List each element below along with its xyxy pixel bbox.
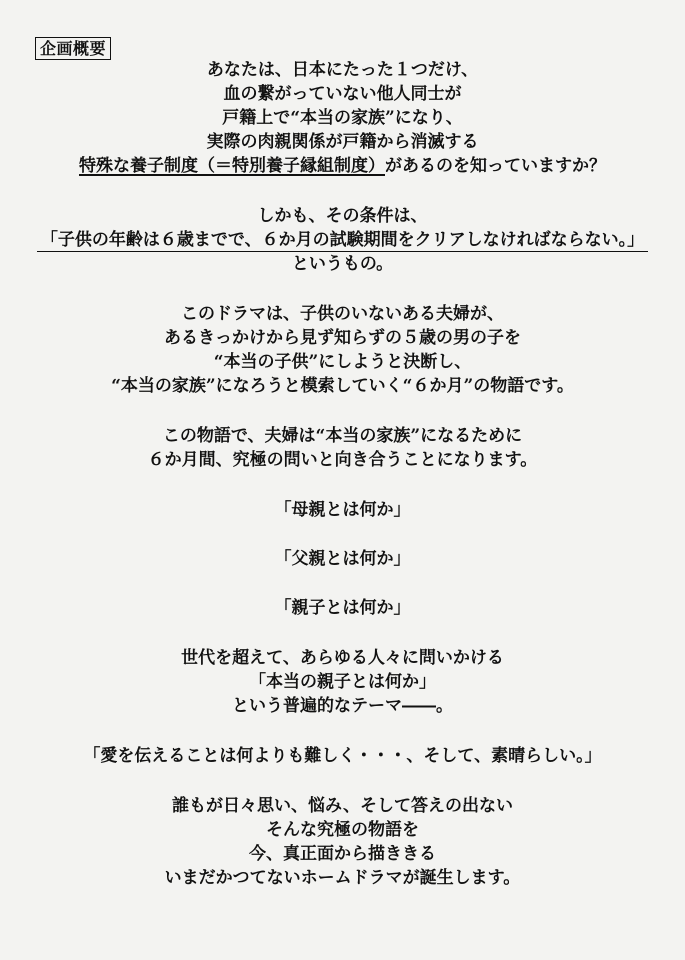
paragraph-line: あなたは、日本にたった１つだけ、 xyxy=(206,60,479,80)
underlined-term: 特殊な養子制度（＝特別養子縁組制度） xyxy=(79,156,385,176)
paragraph-line: あるきっかけから見ず知らずの５歳の男の子を xyxy=(164,328,521,348)
section-heading: 企画概要 xyxy=(35,37,111,60)
paragraph-line: そんな究極の物語を xyxy=(266,820,419,840)
question-mother: 「母親とは何か」 xyxy=(274,500,411,520)
paragraph-line: “本当の子供”にしようと決断し、 xyxy=(213,352,472,372)
paragraph-line: この物語で、夫婦は“本当の家族”になるために xyxy=(162,426,523,446)
paragraph-line: という普遍的なテーマ――。 xyxy=(232,696,453,716)
paragraph-line: 実際の肉親関係が戸籍から消滅する xyxy=(206,132,479,152)
paragraph-line: 世代を超えて、あらゆる人々に問いかける xyxy=(181,648,504,668)
paragraph-line: というもの。 xyxy=(291,254,394,274)
tagline-quote: 「愛を伝えることは何よりも難しく・・・、そして、素晴らしい。」 xyxy=(83,746,602,766)
question-parent-child: 「親子とは何か」 xyxy=(274,598,411,618)
paragraph-line: ６か月間、究極の問いと向き合うことになります。 xyxy=(147,450,538,470)
paragraph-line: しかも、その条件は、 xyxy=(257,206,428,226)
paragraph-line: “本当の家族”になろうと模索していく“６か月”の物語です。 xyxy=(111,376,574,396)
paragraph-line: 今、真正面から描ききる xyxy=(249,844,436,864)
paragraph-line: いまだかつてないホームドラマが誕生します。 xyxy=(164,868,521,888)
paragraph-line: 戸籍上で“本当の家族”になり、 xyxy=(222,108,463,128)
underlined-condition: 「子供の年齢は６歳までで、６か月の試験期間をクリアしなければならない。」 xyxy=(37,229,648,252)
line-continuation: があるのを知っていますか？ xyxy=(385,156,606,176)
paragraph-line xyxy=(20,154,665,178)
document-body xyxy=(20,58,665,890)
question-father: 「父親とは何か」 xyxy=(274,549,411,569)
paragraph-line: 血の繋がっていない他人同士が xyxy=(223,84,462,104)
paragraph-line: このドラマは、子供のいないある夫婦が、 xyxy=(181,304,504,324)
paragraph-line: 誰もが日々思い、悩み、そして答えの出ない xyxy=(171,796,514,816)
paragraph-line: 「本当の親子とは何か」 xyxy=(249,672,436,692)
paragraph-line xyxy=(20,228,665,252)
